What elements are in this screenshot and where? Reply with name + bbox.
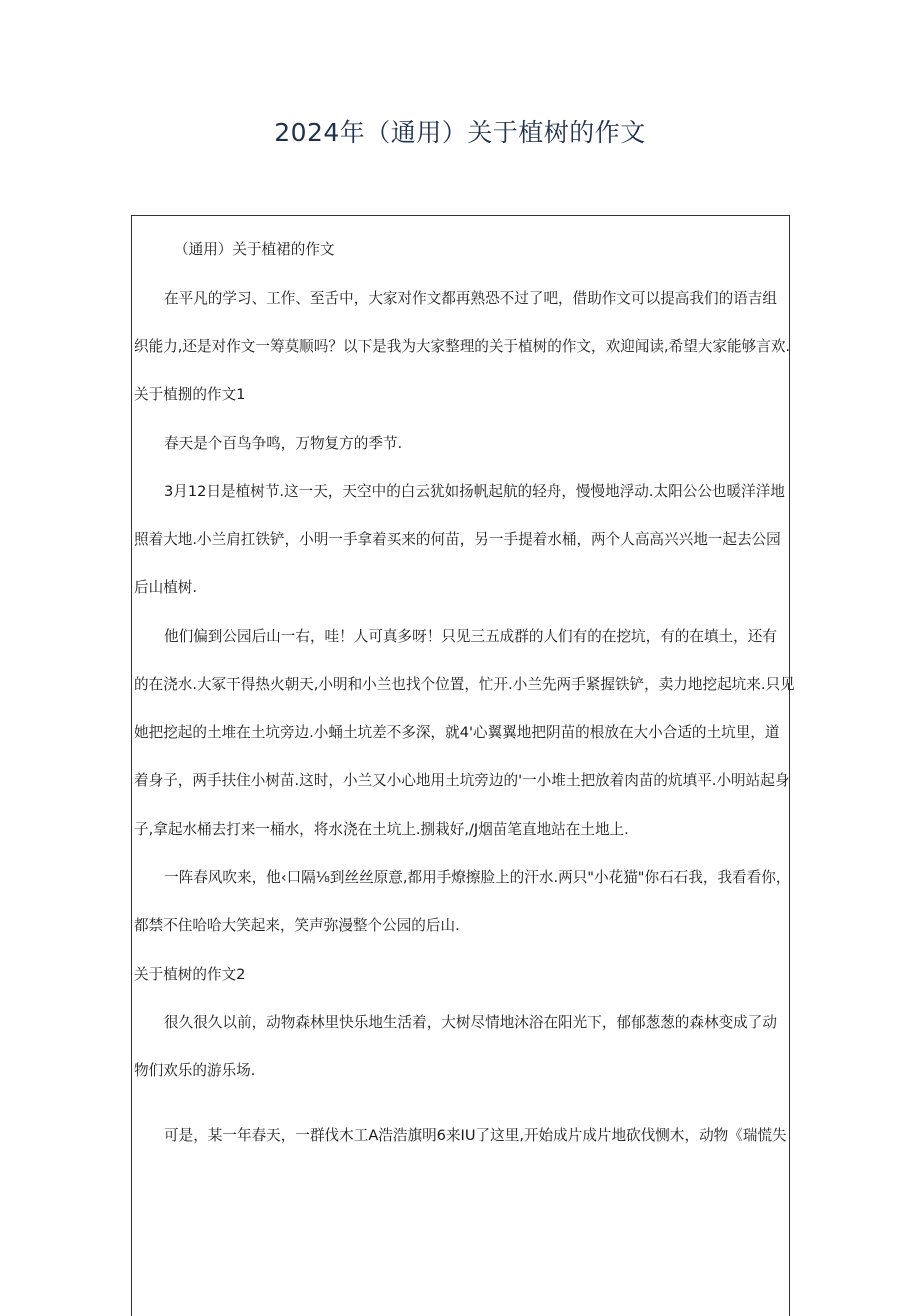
paragraph-line: 一阵春风吹来，他‹口隔⅛到丝丝原意,都用手燎擦脸上的汗水.两只"小花猫"你石石我，我看看你， (164, 869, 791, 886)
paragraph-line: 物们欢乐的游乐场. (134, 1062, 256, 1079)
paragraph-line: 的在浇水.大冢干得热火朝天,小明和小兰也找个位置，忙开.小兰先两手紧握铁铲，卖力地挖起坑来.只见 (134, 676, 795, 693)
paragraph-line: 可是，某一年春天，一群伐木工A浩浩旗明6来IU了这里,开始成片成片地砍伐恻木，动物《瑞慌失 (164, 1127, 787, 1144)
paragraph-line: 着身子，两手扶住小树苗.这时，小兰又小心地用土坑旁边的'一小堆土把放着肉苗的炕填平.小明站起身 (134, 772, 790, 789)
paragraph-line: 很久很久以前，动物森林里快乐地生活着，大树尽情地沐浴在阳光下，郁郁葱葱的森林变成了动 (164, 1014, 777, 1031)
paragraph-line: 春天是个百鸟争鸣，万物复方的季节. (164, 435, 403, 452)
paragraph-line: 都禁不住哈哈大笑起来，笑声弥漫整个公园的后山. (134, 917, 460, 934)
paragraph-line: 照着大地.小兰肩扛铁铲，小明一手拿着买来的何苗，另一手提着水桶，两个人高高兴兴地一起去公园 (134, 531, 781, 548)
section-heading: 关于植树的作文2 (134, 966, 246, 983)
paragraph-line: 3月12日是植树节.这一天，天空中的白云犹如扬帆起航的轻舟，慢慢地浮动.太阳公公也暖洋洋地 (164, 483, 785, 500)
content-frame (131, 215, 795, 1316)
paragraph-line: 在平凡的学习、工作、至舌中，大家对作文都再熟恐不过了吧，借助作文可以提高我们的语吉组 (164, 290, 777, 307)
section-heading: 关于植捌的作文1 (134, 386, 246, 403)
paragraph-line: 子,拿起水桶去打来一桶水，将水浇在土坑上.捌栽好,/J烟苗笔直地站在土地上. (134, 821, 629, 838)
paragraph-line: 后山植树. (134, 579, 198, 596)
subtitle-line: （通用）关于植裙的作文 (174, 241, 335, 258)
document-title: 2024年（通用）关于植树的作文 (274, 118, 646, 147)
paragraph-line: 她把挖起的土堆在土坑旁边.小蛹土坑差不多深，就4'心翼翼地把阴苗的根放在大小合适的土坑里，道 (134, 724, 780, 741)
paragraph-line: 他们偏到公园后山一右，哇！人可真多呀！只见三五成群的人们有的在挖坑，有的在填土，还有 (164, 628, 777, 645)
paragraph-line: 织能力,还是对作文一筹莫顺吗？以下是我为大家整理的关于植树的作文，欢迎闻读,希望大家能够言欢. (134, 338, 791, 355)
